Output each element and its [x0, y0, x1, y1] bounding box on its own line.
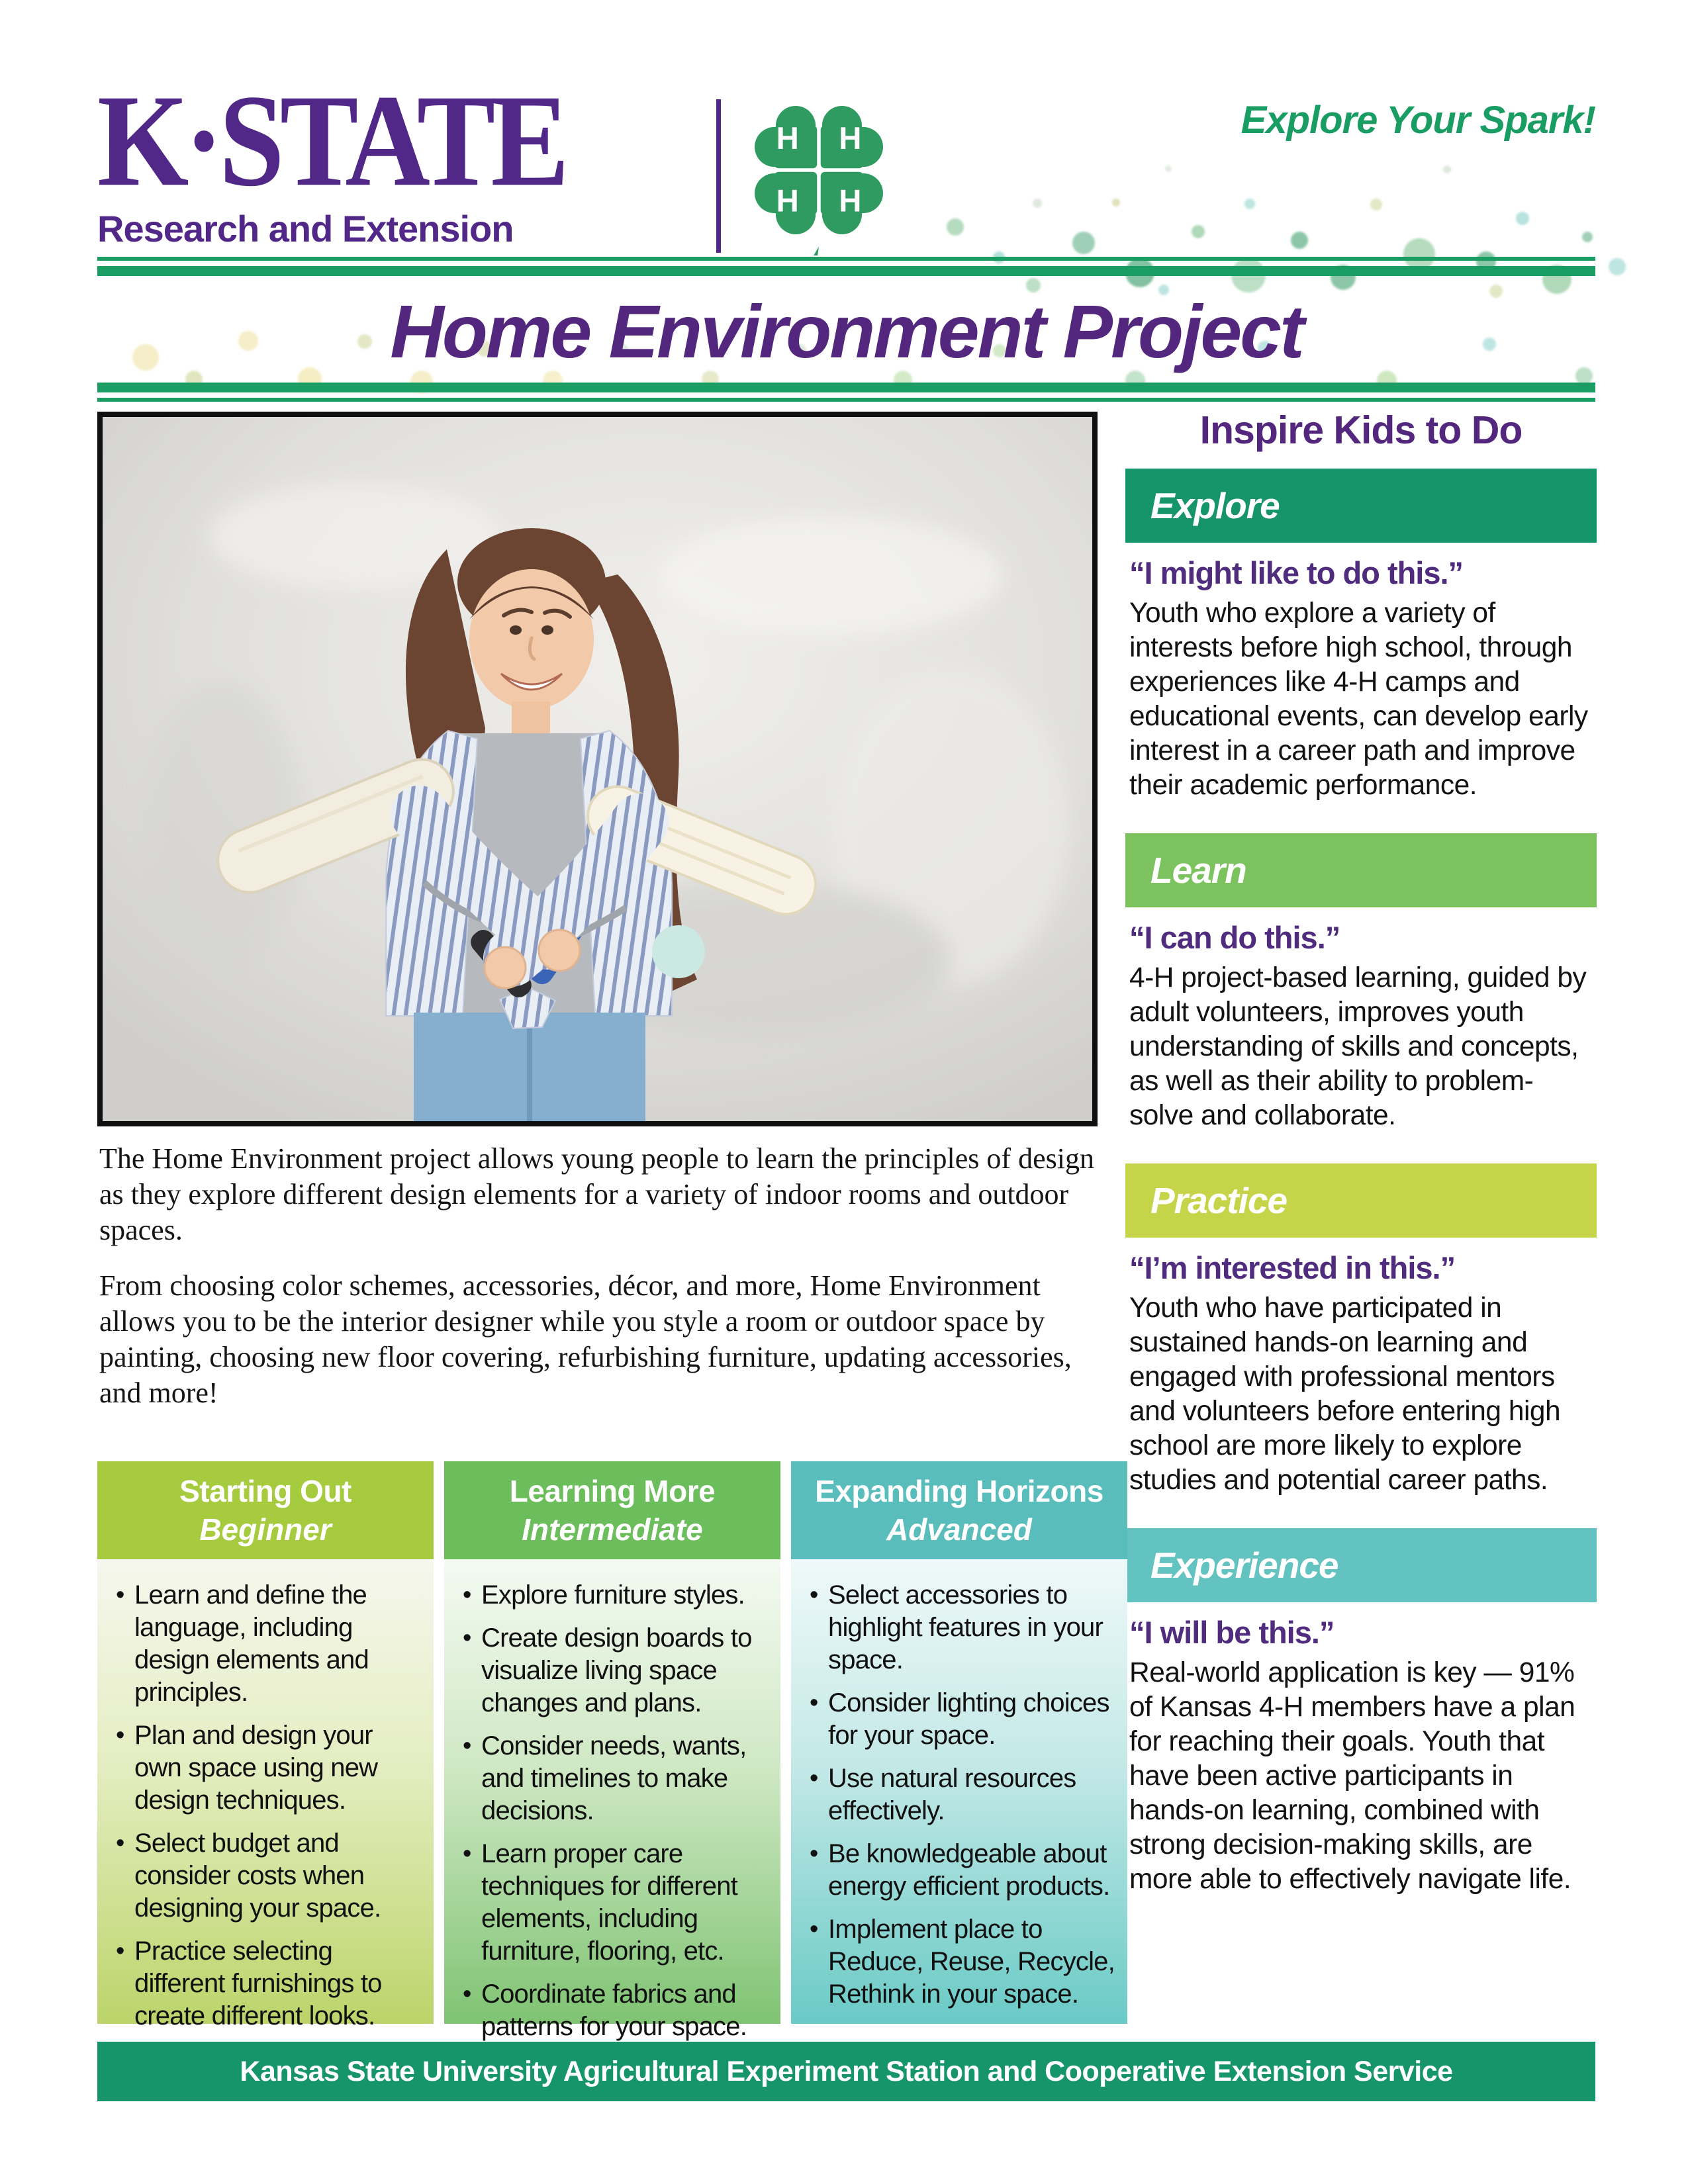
beginner-body [97, 1559, 434, 2030]
experience-header-bar: Experience [1125, 1528, 1597, 1602]
list-item: • Use natural resources effectively. [807, 1762, 1117, 1827]
level-beginner [97, 1461, 434, 2030]
level-advanced [791, 1461, 1127, 2024]
footer-text: Kansas State University Agricultural Experiment Station and Cooperative Extension Service [240, 2055, 1453, 2087]
list-item: • Consider needs, wants, and timelines to make decisions. [460, 1730, 770, 1827]
intro-paragraph-1: The Home Environment project allows young people to learn the principles of design as they explore different design elements for a variety of indoor rooms and outdoor spaces. [99, 1142, 1094, 1246]
section-practice [1125, 1163, 1597, 1498]
clover-h-top-right: H [839, 120, 862, 156]
advanced-header [791, 1461, 1127, 1559]
rule-top-thick [97, 266, 1595, 276]
experience-quote: “I will be this.” [1129, 1615, 1335, 1650]
clover-h-top-left: H [776, 120, 799, 156]
intermediate-body [444, 1559, 780, 2041]
list-item: • Plan and design your own space using new design techniques. [113, 1719, 423, 1817]
intermediate-title: Learning More [509, 1474, 716, 1508]
inspire-sidebar [1125, 408, 1597, 1897]
learn-quote: “I can do this.” [1129, 920, 1340, 955]
footer-bar [97, 2042, 1595, 2101]
beginner-subtitle: Beginner [199, 1512, 332, 1547]
rule-bottom-thin [97, 398, 1595, 402]
list-item: • Select accessories to highlight features in your space. [807, 1579, 1117, 1676]
list-item: • Implement place to Reduce, Reuse, Recycle, Rethink in your space. [807, 1913, 1117, 2011]
sidebar-heading: Inspire Kids to Do [1199, 408, 1523, 452]
list-item: • Coordinate fabrics and patterns for your space. [460, 1978, 770, 2043]
practice-quote: “I’m interested in this.” [1129, 1250, 1456, 1285]
tagline: Explore Your Spark! [1241, 99, 1595, 142]
intro-paragraph-2: From choosing color schemes, accessories, décor, and more, Home Environment allows you to be the interior designer while you style a room or outdoor space by painting, choosing new floor covering, refurbishing furniture, updating accessories, and more! [99, 1269, 1072, 1409]
clover-h-bottom-left: H [776, 183, 799, 219]
practice-text: Youth who have participated in sustained hands-on learning and engaged with professional mentors and volunteers before entering high school are more likely to explore studies and potential career paths. [1129, 1293, 1561, 1496]
learn-text: 4-H project-based learning, guided by adult volunteers, improves youth understanding of skills and concepts, as well as their ability to problem-solve and collaborate. [1129, 962, 1587, 1131]
intro-paragraphs [99, 1141, 1113, 1411]
list-item: • Be knowledgeable about energy efficient products. [807, 1838, 1117, 1903]
kstate-wordmark: K·STATE [97, 67, 565, 214]
list-item: • Create design boards to visualize living space changes and plans. [460, 1622, 770, 1719]
beginner-header [97, 1461, 434, 1559]
section-experience [1125, 1528, 1597, 1897]
clover-h-bottom-right: H [839, 183, 862, 219]
practice-header-bar: Practice [1125, 1163, 1597, 1238]
list-item: • Learn and define the language, including design elements and principles. [113, 1579, 423, 1709]
hero-photo [97, 412, 1098, 1126]
intermediate-subtitle: Intermediate [522, 1512, 703, 1547]
experience-text: Real-world application is key — 91% of Kansas 4-H members have a plan for reaching their goals. Youth that have been active participants in hands-on learning, combined with strong decision-making skills, are more able to effectively navigate life. [1129, 1657, 1575, 1895]
section-explore [1125, 469, 1597, 803]
explore-header-bar: Explore [1125, 469, 1597, 543]
beginner-title: Starting Out [179, 1474, 352, 1508]
explore-quote: “I might like to do this.” [1129, 555, 1464, 590]
list-item: • Practice selecting different furnishings to create different looks. [113, 1935, 423, 2032]
intermediate-header [444, 1461, 780, 1559]
watercolor-dots-decoration [0, 0, 1688, 463]
page-title: Home Environment Project [390, 290, 1303, 373]
list-item: • Consider lighting choices for your space. [807, 1687, 1117, 1752]
rule-top-thin [97, 257, 1595, 261]
list-item: • Select budget and consider costs when designing your space. [113, 1827, 423, 1925]
explore-text: Youth who explore a variety of interests before high school, through experiences like 4-H camps and educational events, can develop early interest in a career path and improve their academic performance. [1129, 598, 1588, 801]
rule-bottom-thick [97, 383, 1595, 392]
kstate-subtitle: Research and Extension [97, 208, 514, 250]
advanced-body [791, 1559, 1127, 2024]
list-item: • Learn proper care techniques for different elements, including furniture, flooring, etc. [460, 1838, 770, 1968]
list-item: • Explore furniture styles. [460, 1579, 770, 1612]
level-intermediate [444, 1461, 780, 2041]
learn-header-bar: Learn [1125, 833, 1597, 907]
section-learn [1125, 833, 1597, 1133]
advanced-subtitle: Advanced [886, 1512, 1032, 1547]
advanced-title: Expanding Horizons [815, 1474, 1103, 1508]
